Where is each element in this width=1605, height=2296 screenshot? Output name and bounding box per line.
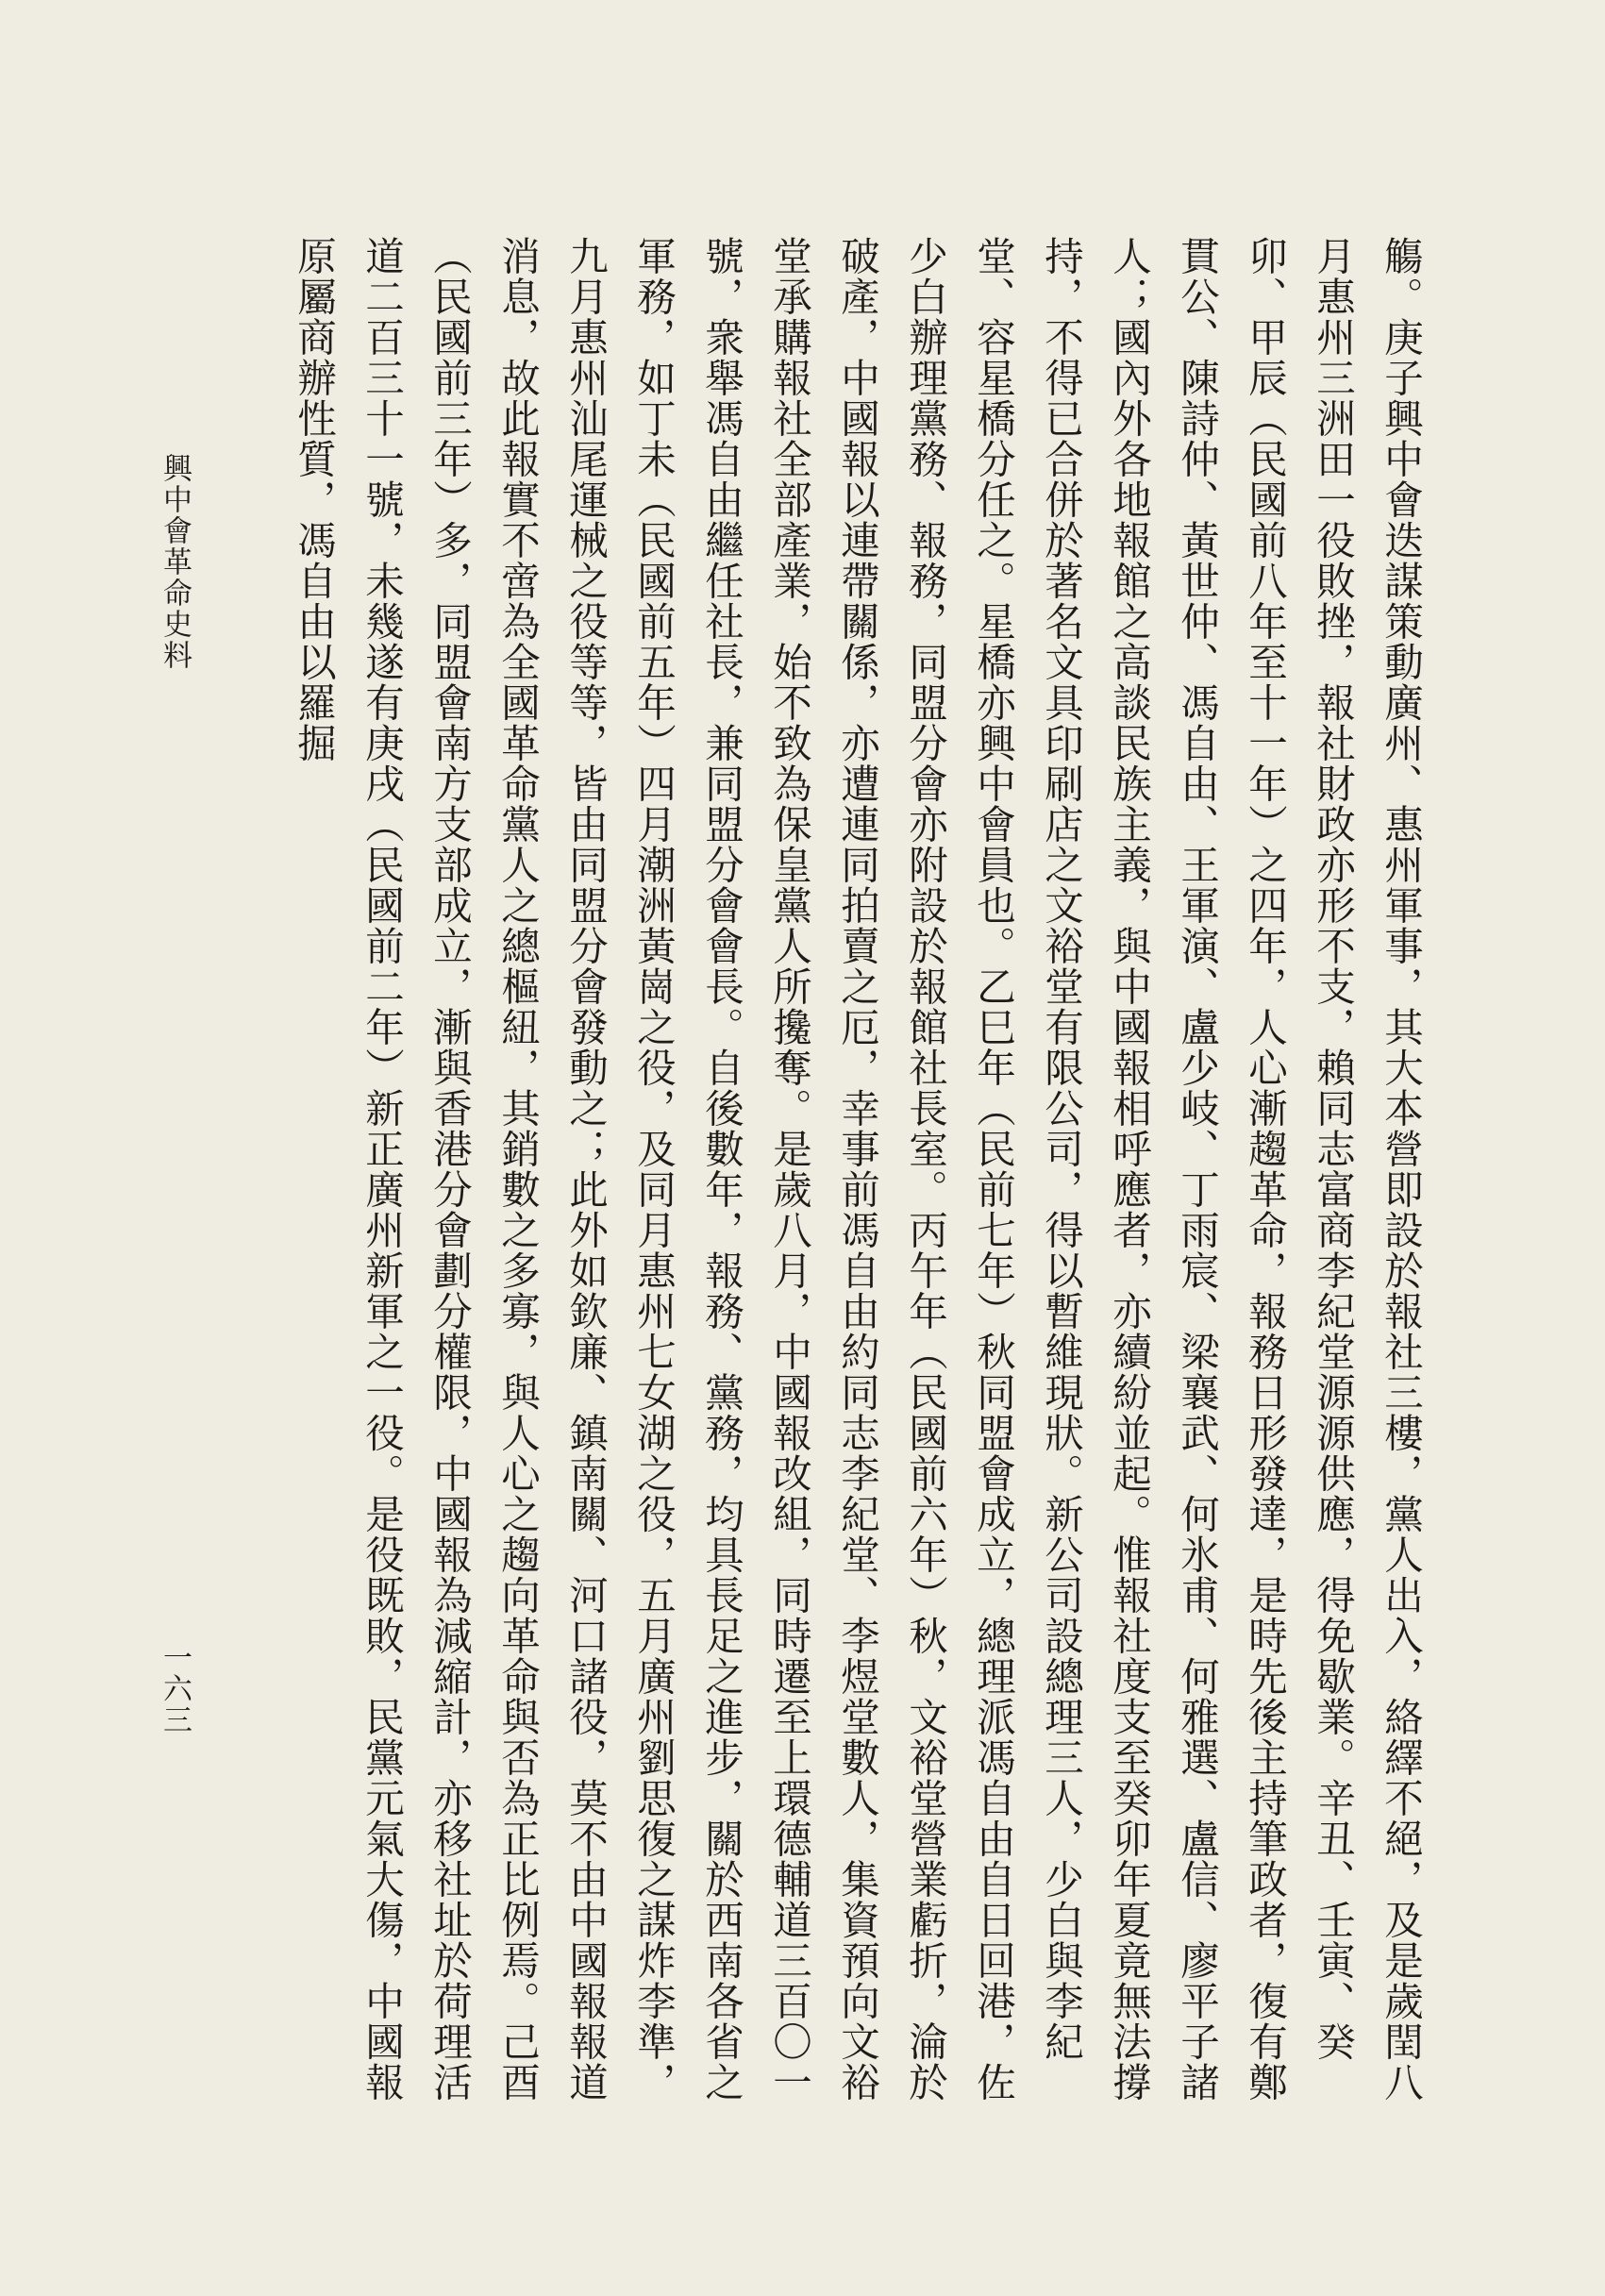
running-head: 興中會革命史料: [158, 453, 192, 671]
body-text-block: [212, 236, 1434, 2109]
page-number: 一六三: [158, 1642, 192, 1735]
body-paragraph: 觴。庚子興中會迭謀策動廣州、惠州軍事，其大本營即設於報社三樓，黨人出入，絡繹不絕，及是歲閏八月惠州三洲田一役敗挫，報社財政亦形不支，賴同志富商李紀堂源源供應，得免歇業。辛丑、壬寅、癸卯、甲辰（民國前八年至十一年）之四年，人心漸趨革命，報務日形發達，是時先後主持筆政者，復有鄭貫公、陳詩仲、黃世仲、馮自由、王軍演、盧少岐、丁雨宸、梁襄武、何氷甫、何雅選、盧信、廖平子諸人；國內外各地報館之高談民族主義，與中國報相呼應者，亦續紛並起。惟報社度支至癸卯年夏竟無法撐持，不得已合併於著名文具印刷店之文裕堂有限公司，得以暫維現狀。新公司設總理三人，少白與李紀堂、容星橋分任之。星橋亦興中會員也。乙巳年（民前七年）秋同盟會成立，總理派馮自由自日回港，佐少白辦理黨務、報務，同盟分會亦附設於報館社長室。丙午年（民國前六年）秋，文裕堂營業虧折，淪於破產，中國報以連帶關係，亦遭連同拍賣之厄，幸事前馮自由約同志李紀堂、李煜堂數人，集資預向文裕堂承購報社全部產業，始不致為保皇黨人所攙奪。是歲八月，中國報改組，同時遷至上環德輔道三百〇一號，衆舉馮自由繼任社長，兼同盟分會會長。自後數年，報務、黨務，均具長足之進步，關於西南各省之軍務，如丁未（民國前五年）四月潮洲黃崗之役，及同月惠州七女湖之役，五月廣州劉思復之謀炸李準，九月惠州汕尾運械之役等等，皆由同盟分會發動之；此外如欽廉、鎮南關、河口諸役，莫不由中國報報道消息，故此報實不啻為全國革命黨人之總樞紐，其銷數之多寡，與人心之趨向革命與否為正比例焉。己酉（民國前三年）多，同盟會南方支部成立，漸與香港分會劃分權限，中國報為減縮計，亦移社址於荷理活道二百三十一號，未幾遂有庚戌（民國前二年）新正廣州新軍之一役。是役既敗，民黨元氣大傷，中國報原屬商辦性質，馮自由以羅掘: [291, 236, 1424, 2103]
